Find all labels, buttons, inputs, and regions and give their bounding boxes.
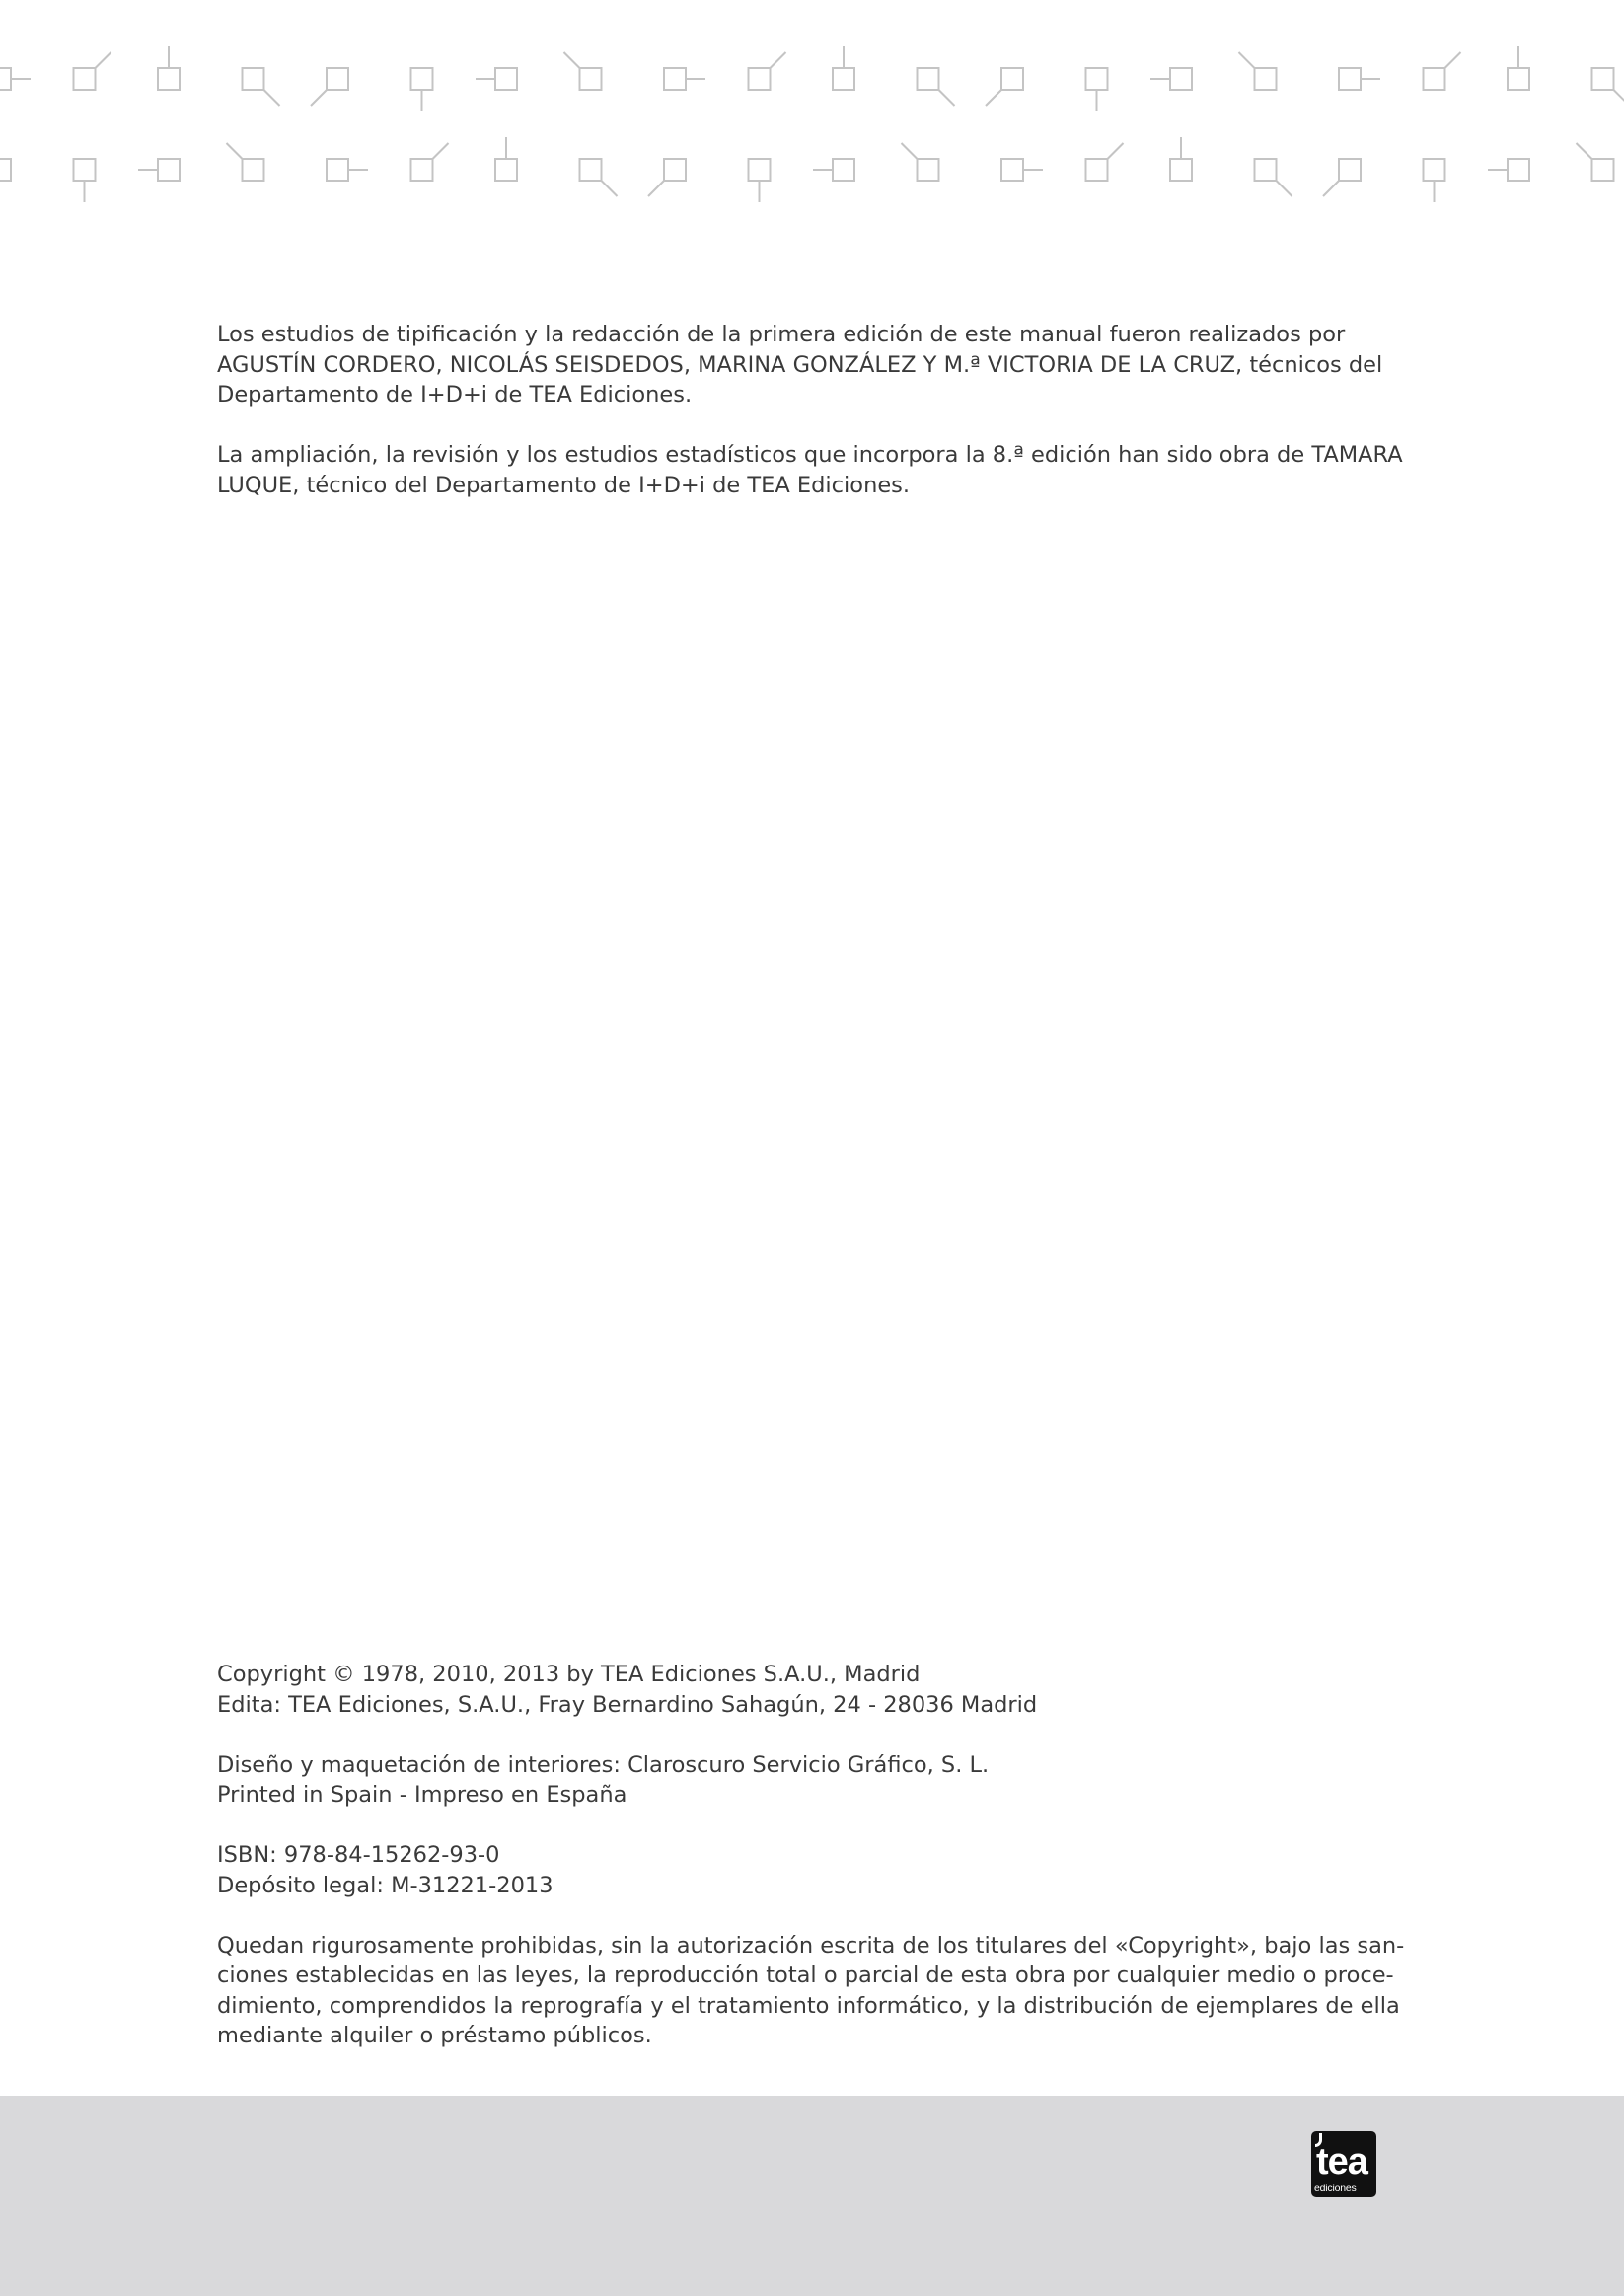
pattern-square <box>1086 143 1124 181</box>
pattern-square <box>1339 68 1380 90</box>
footer-band <box>0 2096 1624 2296</box>
pattern-square <box>749 52 786 90</box>
pattern-square <box>1424 159 1445 202</box>
pattern-square <box>1323 159 1361 196</box>
pattern-square <box>327 159 368 181</box>
copyright-block <box>217 1660 1376 1720</box>
tea-ediciones-logo <box>1311 2131 1376 2197</box>
pattern-square <box>833 46 854 90</box>
pattern-square <box>1001 159 1043 181</box>
pattern-square <box>564 52 602 90</box>
isbn-line: ISBN: 978-84-15262-93-0 <box>217 1842 500 1868</box>
logo-wordmark: tea <box>1316 2141 1367 2183</box>
pattern-square <box>1170 137 1192 181</box>
credits-paragraph-1 <box>217 320 1383 410</box>
production-block <box>217 1750 1376 1811</box>
pattern-square <box>74 52 111 90</box>
design-line: Diseño y maquetación de interiores: Claroscuro Servicio Gráfico, S. L. <box>217 1751 990 1778</box>
text-line: Los estudios de tipificación y la redacción de la primera edición de este manual fueron realizados por <box>217 322 1346 347</box>
text-line: Quedan rigurosamente prohibidas, sin la autorización escrita de los titulares del «Copyright», bajo las san- <box>217 1932 1405 1959</box>
identifiers-block <box>217 1840 1376 1900</box>
pattern-square <box>664 68 705 90</box>
pattern-square <box>311 68 348 106</box>
pattern-square <box>74 159 96 202</box>
pattern-square <box>1577 143 1614 181</box>
copyright-line: Copyright © 1978, 2010, 2013 by TEA Ediciones S.A.U., Madrid <box>217 1662 921 1687</box>
pattern-square <box>902 143 939 181</box>
text-line: LUQUE, técnico del Departamento de I+D+i de TEA Ediciones. <box>217 472 911 498</box>
pattern-square <box>227 143 264 181</box>
pattern-square <box>1255 159 1292 196</box>
pattern-square <box>495 137 517 181</box>
pattern-square <box>0 159 11 196</box>
pattern-square <box>580 159 618 196</box>
pattern-square <box>138 159 180 181</box>
imprint-section <box>217 1660 1405 2081</box>
pattern-square <box>0 68 31 90</box>
text-line: ciones establecidas en las leyes, la reproducción total o parcial de esta obra por cualquier medio o proce- <box>217 1963 1394 1988</box>
pattern-square <box>813 159 854 181</box>
pattern-square <box>1488 159 1529 181</box>
logo-subtext: ediciones <box>1314 2183 1357 2194</box>
text-line: Departamento de I+D+i de TEA Ediciones. <box>217 382 693 407</box>
legal-deposit-line: Depósito legal: M-31221-2013 <box>217 1872 554 1898</box>
pattern-square <box>1424 52 1461 90</box>
printed-line: Printed in Spain - Impreso en España <box>217 1782 627 1808</box>
text-line: dimiento, comprendidos la reprografía y el tratamiento informático, y la distribución de ejemplares de ella <box>217 1992 1400 2019</box>
decorative-square-pattern <box>0 0 1624 217</box>
pattern-square <box>986 68 1023 106</box>
text-line: La ampliación, la revisión y los estudios estadísticos que incorpora la 8.ª edición han sido obra de TAMARA <box>217 442 1403 468</box>
pattern-square <box>1150 68 1192 90</box>
pattern-square <box>1086 68 1108 111</box>
credits-paragraph-2 <box>217 440 1403 500</box>
rights-notice <box>217 1931 1405 2051</box>
pattern-square <box>918 68 955 106</box>
text-line: AGUSTÍN CORDERO, NICOLÁS SEISDEDOS, MARINA GONZÁLEZ Y M.ª VICTORIA DE LA CRUZ, técnicos del <box>217 351 1383 378</box>
pattern-square <box>1239 52 1277 90</box>
pattern-square <box>1592 68 1624 106</box>
pattern-square <box>749 159 771 202</box>
pattern-square <box>1508 46 1529 90</box>
pattern-square <box>158 46 180 90</box>
credits-section <box>217 320 1403 531</box>
text-line: mediante alquiler o préstamo públicos. <box>217 2023 652 2048</box>
pattern-square <box>243 68 280 106</box>
publisher-line: Edita: TEA Ediciones, S.A.U., Fray Bernardino Sahagún, 24 - 28036 Madrid <box>217 1691 1038 1718</box>
pattern-square <box>476 68 517 90</box>
pattern-square <box>648 159 686 196</box>
pattern-square <box>411 68 433 111</box>
pattern-square <box>411 143 449 181</box>
